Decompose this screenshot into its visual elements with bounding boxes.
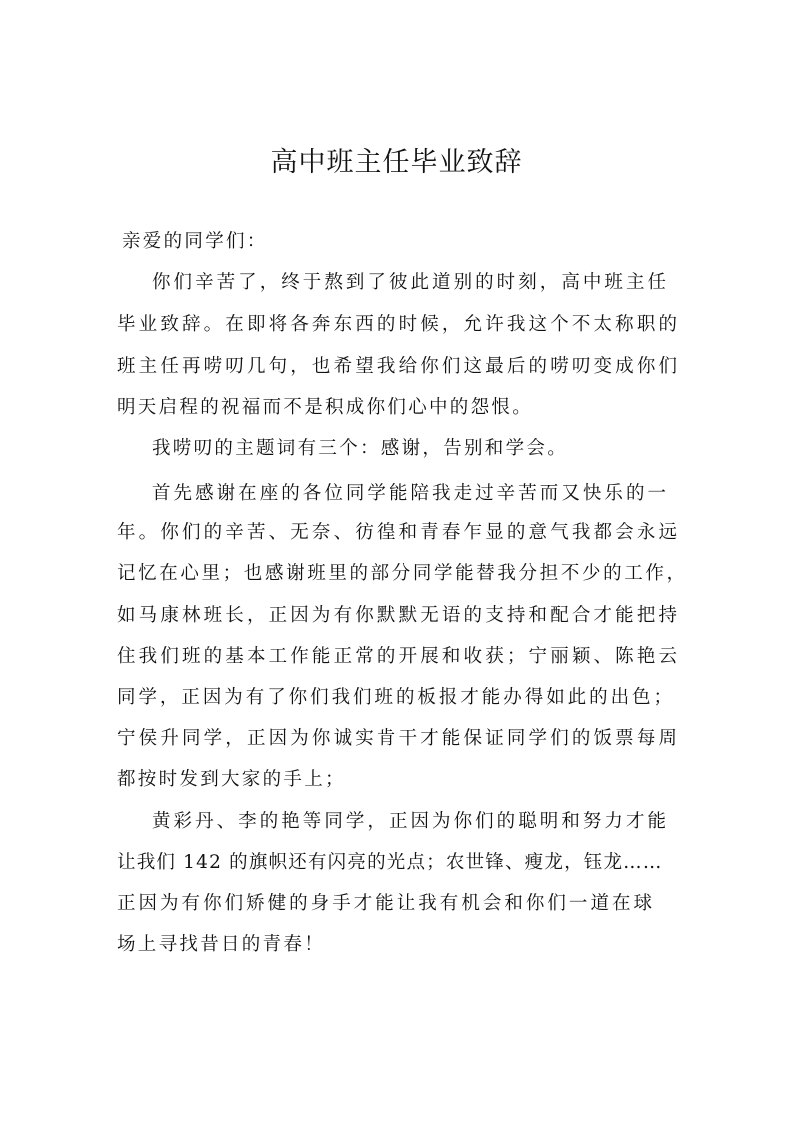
text-line: 记忆在心里；也感谢班里的部分同学能替我分担不少的工作， — [117, 563, 685, 584]
text-line: 年。你们的辛苦、无奈、彷徨和青春乍显的意气我都会永远 — [117, 522, 677, 543]
text-line: 场上寻找昔日的青春！ — [117, 934, 326, 955]
text-line: 我唠叨的主题词有三个：感谢，告别和学会。 — [152, 438, 569, 459]
text-line: 首先感谢在座的各位同学能陪我走过辛苦而又快乐的一 — [152, 483, 666, 504]
text-line: 你们辛苦了，终于熬到了彼此道别的时刻，高中班主任 — [152, 272, 666, 293]
text-line: 黄彩丹、李的艳等同学，正因为你们的聪明和努力才能 — [152, 811, 666, 832]
text-line: 如马康林班长，正因为有你默默无语的支持和配合才能把持 — [117, 605, 677, 626]
document-title: 高中班主任毕业致辞 — [270, 147, 523, 178]
text-line: 毕业致辞。在即将各奔东西的时候，允许我这个不太称职的 — [117, 314, 677, 335]
text-line: 宁侯升同学，正因为你诚实肯干才能保证同学们的饭票每周 — [117, 728, 677, 749]
text-line: 都按时发到大家的手上； — [117, 769, 346, 790]
text-line: 正因为有你们矫健的身手才能让我有机会和你们一道在球 — [117, 893, 652, 914]
text-line: 明天启程的祝福而不是积成你们心中的怨恨。 — [117, 397, 534, 418]
text-line: 让我们 142 的旗帜还有闪亮的光点；农世锋、瘦龙，钰龙…… — [117, 852, 663, 873]
text-line: 班主任再唠叨几句，也希望我给你们这最后的唠叨变成你们 — [117, 356, 677, 377]
salutation: 亲爱的同学们： — [122, 231, 268, 252]
text-line: 同学，正因为有了你们我们班的板报才能办得如此的出色； — [117, 687, 672, 708]
text-line: 住我们班的基本工作能正常的开展和收获；宁丽颖、陈艳云 — [117, 646, 677, 667]
